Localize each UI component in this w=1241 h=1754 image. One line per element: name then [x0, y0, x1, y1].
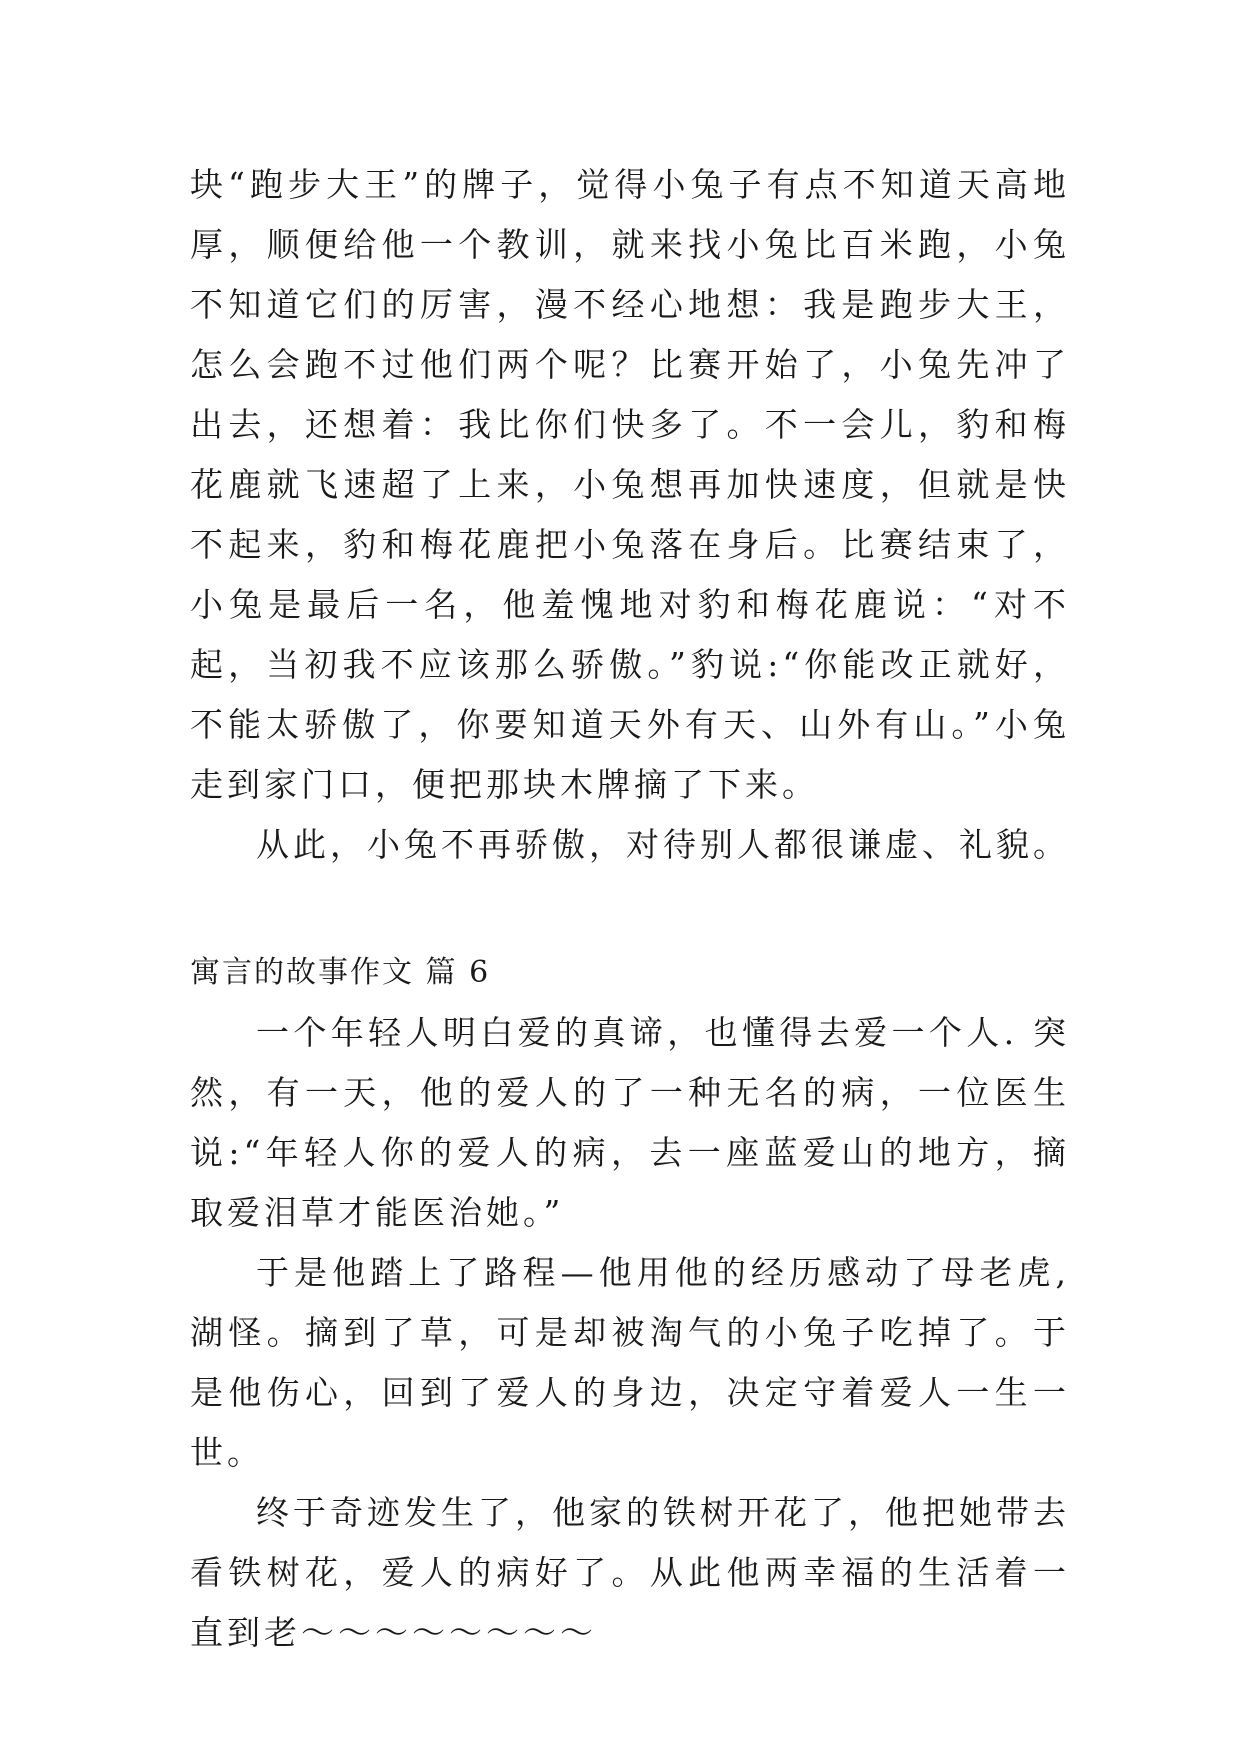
section-paragraph-3: 终于奇迹发生了，他家的铁树开花了，他把她带去看铁树花，爱人的病好了。从此他两幸福的生活着一直到老～～～～～～～～ [190, 1493, 1070, 1652]
story-paragraph-conclusion: 从此，小兔不再骄傲，对待别人都很谦虚、礼貌。 [256, 825, 1070, 864]
section-heading: 寓言的故事作文 篇 6 [190, 955, 491, 990]
document-body [190, 155, 1070, 1663]
section-paragraph-1: 一个年轻人明白爱的真谛，也懂得去爱一个人. 突然，有一天，他的爱人的了一种无名的病，一位医生说:“年轻人你的爱人的病，去一座蓝爱山的地方，摘取爱泪草才能医治她。” [190, 1013, 1070, 1232]
section-paragraph-2: 于是他踏上了路程—他用他的经历感动了母老虎,湖怪。摘到了草，可是却被淘气的小兔子吃掉了。于是他伤心，回到了爱人的身边，决定守着爱人一生一世。 [190, 1253, 1070, 1472]
story-paragraph-continuation: 块“跑步大王”的牌子，觉得小兔子有点不知道天高地厚，顺便给他一个教训，就来找小兔比百米跑，小兔不知道它们的厉害，漫不经心地想：我是跑步大王，怎么会跑不过他们两个呢？比赛开始了，小兔先冲了出去，还想着：我比你们快多了。不一会儿，豹和梅花鹿就飞速超了上来，小兔想再加快速度，但就是快不起来，豹和梅花鹿把小兔落在身后。比赛结束了，小兔是最后一名，他羞愧地对豹和梅花鹿说：“对不起，当初我不应该那么骄傲。”豹说:“你能改正就好，不能太骄傲了，你要知道天外有天、山外有山。”小兔走到家门口，便把那块木牌摘了下来。 [190, 165, 1070, 804]
